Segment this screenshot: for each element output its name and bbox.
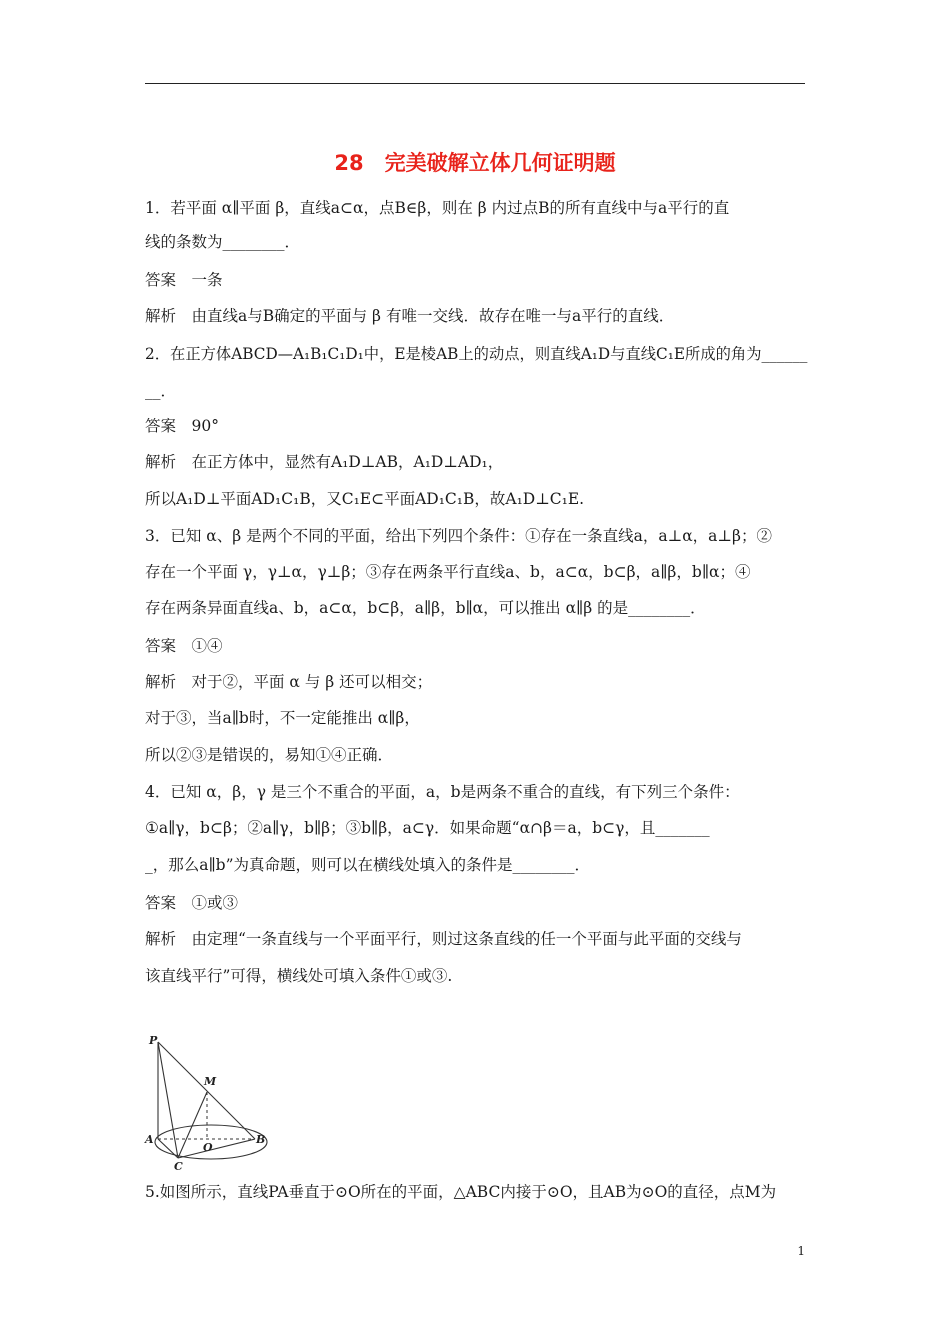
text-line: 1．若平面 α∥平面 β，直线a⊂α，点B∈β，则在 β 内过点B的所有直线中与a平行的直 (145, 199, 730, 217)
label-b: B (256, 1133, 266, 1146)
text-line: 答案 一条 (145, 271, 223, 289)
text-line: 答案 ①④ (145, 637, 223, 655)
text-line: 3．已知 α、β 是两个不同的平面，给出下列四个条件：①存在一条直线a，a⊥α，a⊥β；② (145, 527, 772, 545)
text-line: 该直线平行”可得，横线处可填入条件①或③. (145, 967, 453, 985)
geometry-figure (140, 1030, 275, 1175)
text-line: 解析 在正方体中，显然有A₁D⊥AB，A₁D⊥AD₁， (145, 453, 504, 471)
text-line: 答案 90° (145, 417, 219, 435)
text-line: 4．已知 α，β，γ 是三个不重合的平面，a，b是两条不重合的直线，有下列三个条件： (145, 783, 740, 801)
text-line: 解析 对于②，平面 α 与 β 还可以相交； (145, 673, 433, 691)
page-title: 28 完美破解立体几何证明题 (334, 151, 616, 175)
label-a: A (145, 1133, 154, 1146)
text-line: 存在一个平面 γ，γ⊥α，γ⊥β；③存在两条平行直线a、b，a⊂α，b⊂β，a∥β，b∥α；④ (145, 563, 751, 581)
text-line: 所以②③是错误的，易知①④正确． (145, 746, 394, 764)
text-line: 2．在正方体ABCD—A₁B₁C₁D₁中，E是棱AB上的动点，则直线A₁D与直线C₁E所成的角为______ (145, 345, 808, 363)
header-rule (145, 83, 805, 84)
text-line: 解析 由定理“一条直线与一个平面平行，则过这条直线的任一个平面与此平面的交线与 (145, 930, 742, 948)
label-m: M (204, 1075, 217, 1088)
page-number: 1 (797, 1244, 805, 1258)
label-o: O (203, 1141, 213, 1154)
text-line: 所以A₁D⊥平面AD₁C₁B，又C₁E⊂平面AD₁C₁B，故A₁D⊥C₁E. (145, 490, 585, 508)
text-line: 答案 ①或③ (145, 894, 239, 912)
text-line: _，那么a∥b”为真命题，则可以在横线处填入的条件是________． (145, 856, 590, 874)
text-line: 解析 由直线a与B确定的平面与 β 有唯一交线．故存在唯一与a平行的直线． (145, 307, 675, 325)
label-c: C (174, 1160, 183, 1173)
text-line: 存在两条异面直线a、b，a⊂α，b⊂β，a∥β，b∥α，可以推出 α∥β 的是________． (145, 599, 706, 617)
text-line: __． (145, 382, 177, 400)
text-line: 线的条数为________． (145, 233, 301, 251)
text-line: 5.如图所示，直线PA垂直于⊙O所在的平面，△ABC内接于⊙O，且AB为⊙O的直径，点M为 (145, 1183, 777, 1201)
label-p: P (149, 1034, 158, 1047)
text-line: 对于③，当a∥b时，不一定能推出 α∥β， (145, 709, 420, 727)
text-line: ①a∥γ，b⊂β；②a∥γ，b∥β；③b∥β，a⊂γ．如果命题“α∩β＝a，b⊂γ，且_______ (145, 819, 710, 837)
